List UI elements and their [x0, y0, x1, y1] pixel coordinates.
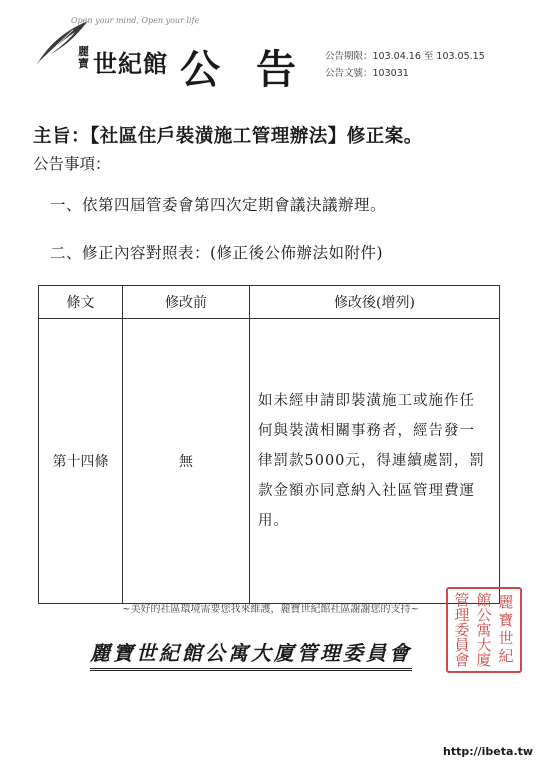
- notice-period-value: 103.04.16 至 103.05.15: [372, 51, 485, 62]
- notice-period-label: 公告期限：: [325, 51, 373, 62]
- logo-brand-small: 麗寶: [78, 45, 89, 70]
- cell-after-text: 如未經申請即裝潢施工或施作任何與裝潢相關事務者，經告發一律罰款5000元，得連續處罰，罰款金額亦同意納入社區管理費運用。: [258, 393, 485, 529]
- watermark: http://ibeta.tw: [443, 745, 534, 758]
- logo: [33, 16, 200, 78]
- svg-text:員: 員: [454, 636, 470, 654]
- column-header-after: 修改後(增列): [250, 286, 500, 319]
- svg-text:麗: 麗: [498, 593, 514, 611]
- document-number-value: 103031: [372, 68, 409, 79]
- svg-text:寶: 寶: [498, 611, 514, 629]
- svg-text:管: 管: [454, 591, 470, 609]
- svg-text:館: 館: [476, 591, 492, 609]
- table-header-row: [39, 286, 500, 319]
- subject-line: 主旨：【社區住戶裝潢施工管理辦法】修正案。: [33, 126, 423, 147]
- official-seal: [446, 587, 522, 673]
- table-row: [39, 319, 500, 604]
- notice-item-1: 一、依第四屆管委會第四次定期會議決議辦理。: [50, 196, 387, 214]
- logo-brand-name: 世紀館: [93, 50, 168, 78]
- footer-note: ~美好的社區環境需要您我來維護，麗寶世紀館社區謝謝您的支持~: [122, 604, 419, 615]
- svg-text:委: 委: [454, 621, 470, 639]
- svg-text:世: 世: [498, 629, 514, 647]
- svg-text:公: 公: [476, 606, 492, 624]
- cell-before: 無: [123, 319, 250, 604]
- svg-text:大: 大: [476, 636, 492, 654]
- committee-signature: 麗寶世紀館公寓大廈管理委員會: [90, 637, 412, 671]
- svg-text:廈: 廈: [476, 651, 492, 669]
- notice-period: [325, 48, 485, 62]
- document-number-label: 公告文號：: [325, 68, 373, 79]
- cell-article: 第十四條: [39, 319, 123, 604]
- column-header-before: 修改前: [123, 286, 250, 319]
- comparison-table: [38, 285, 500, 604]
- notice-item-2: 二、修正內容對照表：(修正後公佈辦法如附件): [50, 244, 384, 262]
- logo-tagline: Open your mind, Open your life: [71, 16, 200, 25]
- cell-after: [250, 319, 500, 604]
- page-title: 公告: [180, 47, 332, 93]
- document-number: [325, 65, 409, 79]
- seal-stamp-icon: [448, 589, 520, 671]
- column-header-article: 條文: [39, 286, 123, 319]
- svg-text:紀: 紀: [498, 647, 514, 665]
- notice-items-heading: 公告事項：: [33, 155, 111, 173]
- svg-text:理: 理: [454, 606, 470, 624]
- svg-text:會: 會: [454, 651, 470, 669]
- svg-text:寓: 寓: [476, 621, 492, 639]
